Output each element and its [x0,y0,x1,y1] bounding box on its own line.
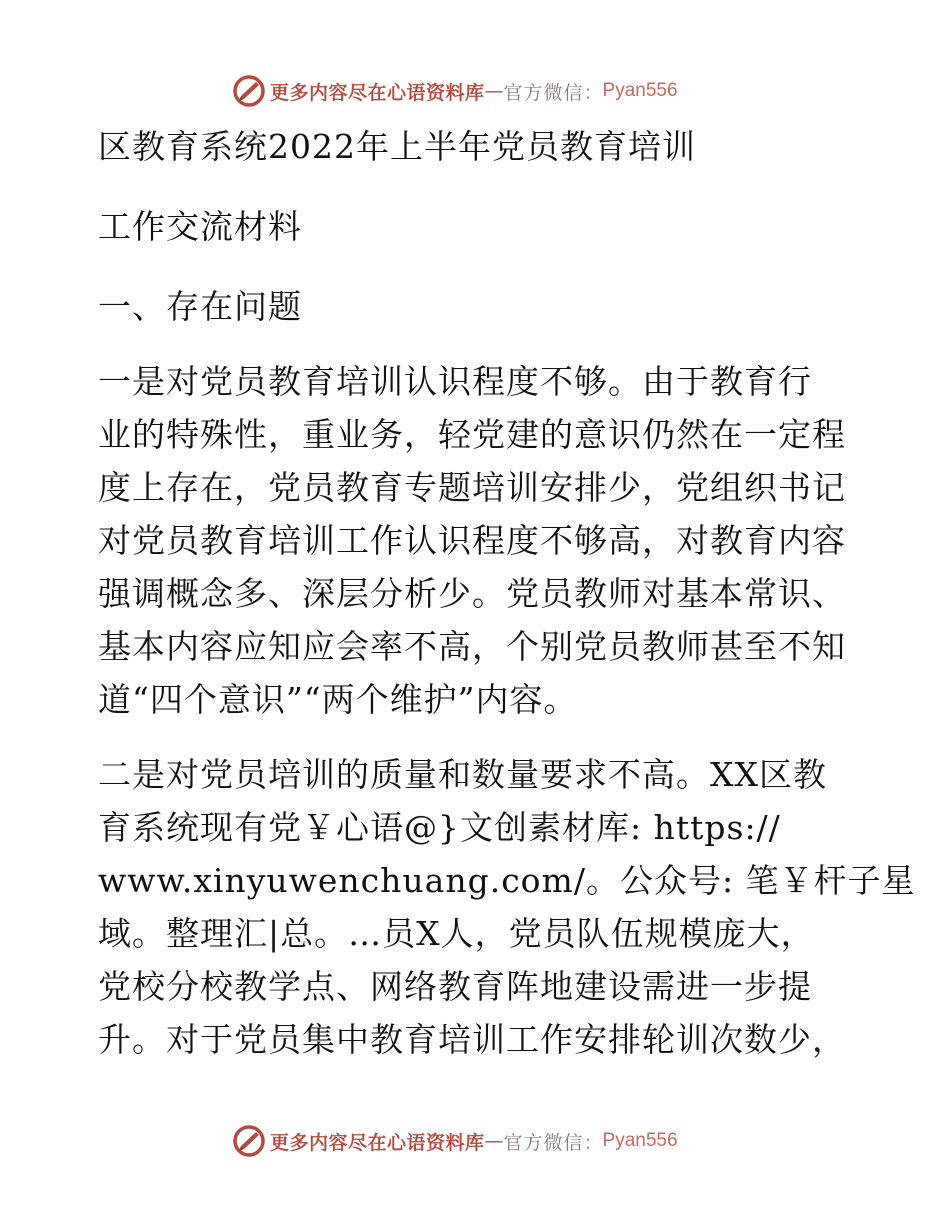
paragraph-line: 升。对于党员集中教育培训工作安排轮训次数少， [98,1020,846,1059]
watermark-official-label: 官方微信 [503,81,584,104]
paragraph-line: 业的特殊性，重业务，轻党建的意识仍然在一定程 [98,415,846,454]
watermark-main-text: 更多内容尽在心语资料库 [270,1131,485,1154]
document-body [98,120,916,1066]
watermark-wechat-id: Pyan556 [602,80,678,101]
paragraph-line: 道“四个意识”“两个维护”内容。 [98,680,578,719]
paragraph-line: 二是对党员培训的质量和数量要求不高。XX区教 [98,755,827,794]
watermark-header [232,74,678,108]
watermark-colon: ： [583,1131,603,1154]
document-title-line-2: 工作交流材料 [98,207,302,246]
paragraph-line: 育系统现有党￥心语@}文创素材库: https:// [98,808,781,847]
paragraph-2 [98,748,916,1066]
watermark-footer [232,1124,678,1158]
section-heading: 一、存在问题 [98,287,302,326]
paragraph-line: www.xinyuwenchuang.com/。公众号: 笔￥杆子星 [98,861,916,900]
paragraph-line: 对党员教育培训工作认识程度不够高，对教育内容 [98,521,846,560]
watermark-colon: ： [583,81,603,104]
watermark-official-label: 官方微信 [503,1131,584,1154]
paragraph-line: 基本内容应知应会率不高，个别党员教师甚至不知 [98,627,846,666]
watermark-main-text: 更多内容尽在心语资料库 [270,81,485,104]
paragraph-line: 域。整理汇|总。…员X人，党员队伍规模庞大， [98,914,815,953]
paragraph-line: 党校分校教学点、网络教育阵地建设需进一步提 [98,967,812,1006]
watermark-wechat-id: Pyan556 [602,1130,678,1151]
paragraph-line: 度上存在，党员教育专题培训安排少，党组织书记 [98,468,846,507]
paragraph-1 [98,355,858,726]
watermark-dash: — [484,80,504,102]
document-title-line-1: 区教育系统2022年上半年党员教育培训 [98,127,696,166]
logo-icon [232,74,266,108]
logo-icon [232,1124,266,1158]
paragraph-line: 强调概念多、深层分析少。党员教师对基本常识、 [98,574,846,613]
paragraph-line: 一是对党员教育培训认识程度不够。由于教育行 [98,362,812,401]
watermark-dash: — [484,1130,504,1152]
